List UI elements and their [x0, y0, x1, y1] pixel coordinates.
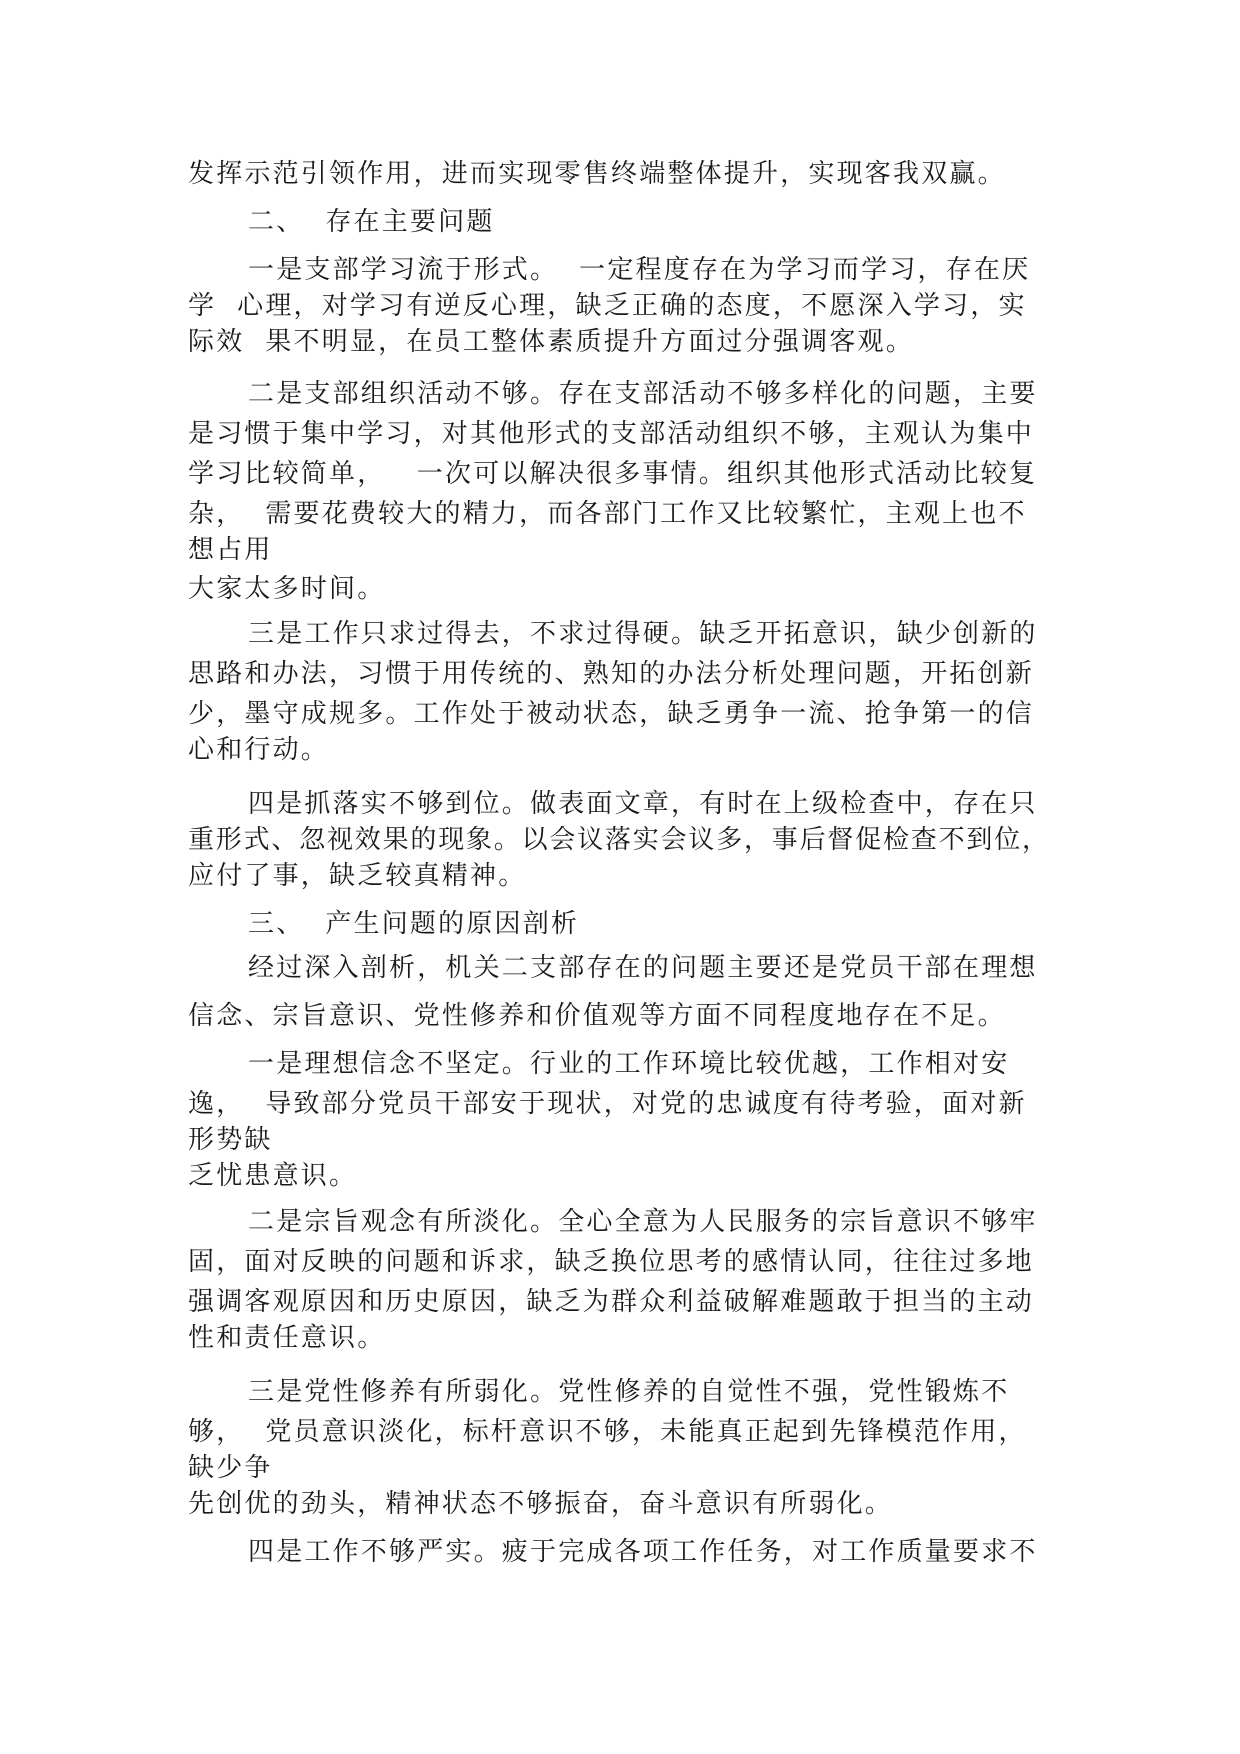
section-heading: 三、 产生问题的原因剖析 [248, 909, 580, 939]
text-line: 发挥示范引领作用，进而实现零售终端整体提升，实现客我双赢。 [188, 159, 1006, 189]
text-line: 经过深入剖析，机关二支部存在的问题主要还是党员干部在理想 [248, 953, 1038, 983]
text-line: 思路和办法，习惯于用传统的、熟知的办法分析处理问题，开拓创新 [188, 659, 1035, 689]
text-line: 少，墨守成规多。工作处于被动状态，缺乏勇争一流、抢争第一的信 [188, 699, 1035, 729]
text-line: 缺少争 [188, 1453, 273, 1483]
text-line: 逸， 导致部分党员干部安于现状，对党的忠诚度有待考验，面对新 [188, 1089, 1027, 1119]
text-line: 学习比较简单， 一次可以解决很多事情。组织其他形式活动比较复 [188, 459, 1038, 489]
text-line: 够， 党员意识淡化，标杆意识不够，未能真正起到先锋模范作用， [188, 1417, 1027, 1447]
text-line: 信念、宗旨意识、党性修养和价值观等方面不同程度地存在不足。 [188, 1001, 1006, 1031]
text-line: 四是抓落实不够到位。做表面文章，有时在上级检查中，存在只 [248, 789, 1038, 819]
text-line: 心和行动。 [188, 735, 330, 765]
text-line: 重形式、忽视效果的现象。以会议落实会议多，事后督促检查不到位， [188, 825, 1050, 855]
text-line: 学 心理，对学习有逆反心理，缺乏正确的态度，不愿深入学习，实 [188, 291, 1027, 321]
text-line: 杂， 需要花费较大的精力，而各部门工作又比较繁忙，主观上也不 [188, 499, 1027, 529]
text-line: 强调客观原因和历史原因，缺乏为群众利益破解难题敢于担当的主动 [188, 1287, 1035, 1317]
text-line: 三是党性修养有所弱化。党性修养的自觉性不强，党性锻炼不 [248, 1377, 1010, 1407]
text-line: 三是工作只求过得去，不求过得硬。缺乏开拓意识，缺少创新的 [248, 619, 1038, 649]
section-heading: 二、 存在主要问题 [248, 207, 495, 237]
text-line: 形势缺 [188, 1125, 273, 1155]
text-line: 是习惯于集中学习，对其他形式的支部活动组织不够，主观认为集中 [188, 419, 1035, 449]
text-line: 乏忧患意识。 [188, 1161, 358, 1191]
text-line: 应付了事，缺乏较真精神。 [188, 861, 527, 891]
text-line: 一是支部学习流于形式。 一定程度存在为学习而学习，存在厌 [248, 255, 1031, 285]
text-line: 二是宗旨观念有所淡化。全心全意为人民服务的宗旨意识不够牢 [248, 1207, 1038, 1237]
text-line: 一是理想信念不坚定。行业的工作环境比较优越，工作相对安 [248, 1049, 1010, 1079]
text-line: 想占用 [188, 535, 273, 565]
text-line: 性和责任意识。 [188, 1323, 386, 1353]
text-line: 际效 果不明显，在员工整体素质提升方面过分强调客观。 [188, 327, 914, 357]
text-line: 大家太多时间。 [188, 574, 386, 604]
text-line: 二是支部组织活动不够。存在支部活动不够多样化的问题，主要 [248, 379, 1038, 409]
text-line: 先创优的劲头，精神状态不够振奋，奋斗意识有所弱化。 [188, 1489, 894, 1519]
text-line: 四是工作不够严实。疲于完成各项工作任务，对工作质量要求不 [248, 1537, 1038, 1567]
text-line: 固，面对反映的问题和诉求，缺乏换位思考的感情认同，往往过多地 [188, 1247, 1035, 1277]
